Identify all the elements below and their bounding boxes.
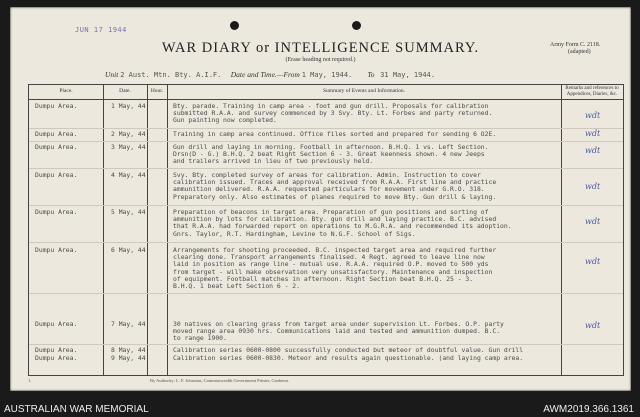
received-stamp: JUN 17 1944 — [75, 26, 127, 34]
entry-summary: Preparation of beacons in target area. Preparation of gun positions and sorting of ammunition by lots for calibration. Bty. gun drill and laying practice. B.C. advised that R.A.A. had forwarded report on operations to M.G.R.A. and recommended its adoption. Gnrs. Taylor, R.T. Hardingham, Levine to N.G.F. School of Sigs. — [173, 208, 512, 238]
entry-place: Dumpu Area. — [35, 320, 78, 328]
unit-value: 2 Aust. Mtn. Bty. A.I.F. — [120, 71, 222, 79]
entry-date: 1 May, 44. — [111, 102, 150, 110]
entry-initial: wdt — [585, 257, 601, 266]
col-header-place: Place. — [59, 88, 73, 94]
entry-initial: wdt — [585, 182, 601, 191]
document-subtitle: (Erase heading not required.) — [285, 57, 356, 63]
entry-initial: wdt — [585, 146, 601, 155]
entry-place: Dumpu Area. — [35, 130, 78, 138]
entry-date: 6 May, 44. — [111, 246, 150, 254]
entry-place: Dumpu Area. — [35, 346, 78, 354]
entry-place: Dumpu Area. — [35, 246, 78, 254]
footer-number: 1. — [28, 378, 32, 383]
entry-summary: Arrangements for shooting proceeded. B.C. inspected target area and required further clearing done. Transport arrangements finalised. 4 Regt. agreed to leave line now laid in position as range line - mutual use. R.A.A. required O.P. moved to 500 yds from target - will make observation very unsatisfactory. Maintenance and inspection of equipment. Football matches in afternoon. Right Section beat B.H.Q. 25 - 3. B.H.Q. 1 beat Left Section 6 - 2. — [173, 246, 497, 291]
entry-summary: Svy. Bty. completed survey of areas for calibration. Admin. Instruction to cover calibration issued. Traces and approval received from R.A.A. First line and practice ammunition delivered. R.A.A. requested particulars for movement under G.R.O. 318. Preparatory only. Also estimates of planes required to move Bty. Gun drill & laying. — [173, 171, 497, 201]
entry-initial: wdt — [585, 217, 601, 226]
document-title: WAR DIARY or INTELLIGENCE SUMMARY. — [161, 40, 480, 56]
army-form-line2: (adapted) — [568, 49, 591, 55]
entry-place: Dumpu Area. — [35, 102, 78, 110]
period-to: 31 May, 1944. — [380, 71, 435, 79]
entry-initial: wdt — [585, 129, 601, 138]
army-form-line1: Army Form C. 2118. — [550, 42, 601, 48]
printer-footer: By Authority: L. F. Johnston, Commonwealth Government Printer, Canberra. — [150, 378, 290, 383]
entry-date: 4 May, 44. — [111, 171, 150, 179]
credit-accession: AWM2019.366.1361 — [543, 404, 634, 415]
entry-initial: wdt — [585, 321, 601, 330]
credit-institution: AUSTRALIAN WAR MEMORIAL — [4, 404, 149, 415]
entry-date: 8 May, 44. — [111, 346, 150, 354]
diary-sheet — [10, 7, 631, 391]
entry-summary: Calibration series 0600-0830. Meteor and results again questionable. (and laying camp area. — [173, 354, 524, 362]
col-header-hour: Hour. — [150, 88, 164, 94]
entry-place: Dumpu Area. — [35, 354, 78, 362]
entry-place: Dumpu Area. — [35, 171, 78, 179]
entry-place: Dumpu Area. — [35, 208, 78, 216]
entry-summary: Calibration series 0600-0800 successfully conducted but meteor of doubtful value. Gun drill — [173, 346, 524, 354]
punch-hole — [230, 21, 239, 30]
entry-summary: Gun drill and laying in morning. Football in afternoon. B.H.Q. 1 vs. Left Section. Drsn(D - G.) B.H.Q. 2 beat Right Section 6 - 3. Great keenness shown. 4 new Jeeps and trailers arrived in lieu of two previously held. — [173, 143, 489, 166]
unit-line — [105, 70, 435, 79]
diary-table — [28, 84, 624, 376]
entry-summary: 30 natives on clearing grass from target area under supervision Lt. Forbes. O.P. party moved range area 0930 hrs. Communications laid and tested and ammunition dumped. B.C. to range 1900. — [173, 320, 504, 343]
entry-date: 3 May, 44. — [111, 143, 150, 151]
period-to-label: To — [367, 70, 375, 79]
army-form-ref — [550, 42, 600, 56]
entry-date: 7 May, 44. — [111, 320, 150, 328]
entry-initial: wdt — [585, 111, 601, 120]
col-header-remarks: Remarks and references to Appendices, Diaries, &c. — [565, 86, 619, 97]
col-header-date: Date. — [119, 88, 131, 94]
col-header-summary: Summary of Events and Information. — [322, 88, 406, 94]
entry-date: 2 May, 44. — [111, 130, 150, 138]
unit-label: Unit — [105, 70, 119, 79]
punch-hole — [352, 21, 361, 30]
entry-summary: Bty. parade. Training in camp area - foot and gun drill. Proposals for calibration submitted R.A.A. and survey commenced by 3 Svy. Bty. Lt. Forbes and party returned. Gun painting now completed. — [173, 102, 493, 125]
period-from: 1 May, 1944. — [301, 71, 353, 79]
period-label: Date and Time.—From — [230, 70, 300, 79]
entry-place: Dumpu Area. — [35, 143, 78, 151]
entry-date: 9 May, 44. — [111, 354, 150, 362]
entry-date: 5 May, 44. — [111, 208, 150, 216]
entry-summary: Training in camp area continued. Office files sorted and prepared for sending 6 O2E. — [173, 130, 497, 138]
